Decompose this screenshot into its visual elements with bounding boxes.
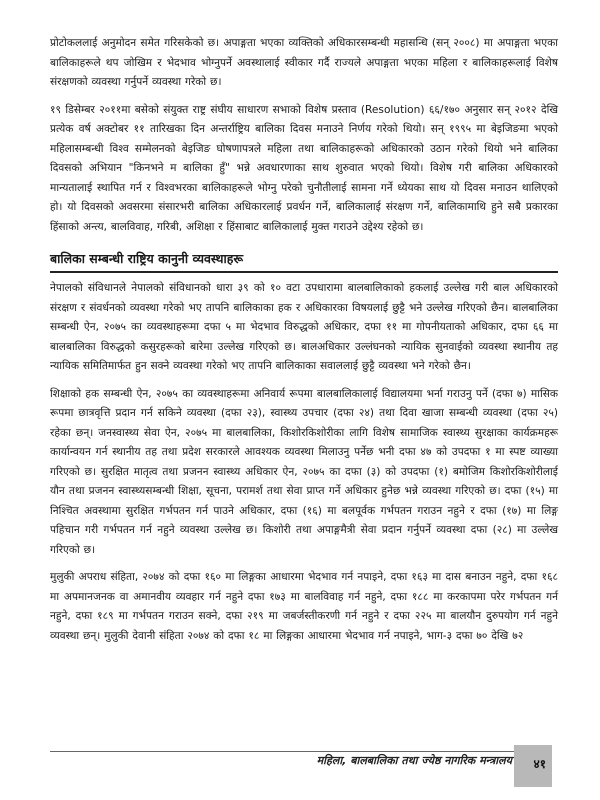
paragraph-education-act: शिक्षाको हक सम्बन्धी ऐन, २०७५ का व्यवस्थाहरूमा अनिवार्य रूपमा बालबालिकालाई विद्यालयमा भर्ना गराउनु पर्ने (दफा ७) मासिक रूपमा छात्रवृत्ति प्रदान गर्न सकिने व्यवस्था (दफा २३), स्वास्थ्य उपचार (दफा २४) तथा दिवा खाजा सम्बन्धी व्यवस्था (दफा २५) रहेका छन्। जनस्वास्थ्य सेवा ऐन, २०७५ मा बालबालिका, किशोरकिशोरीका लागि विशेष सामाजिक स्वास्थ्य सुरक्षाका कार्यक्रमहरू कार्यान्वयन गर्न स्थानीय तह तथा प्रदेश सरकारले आवश्यक व्यवस्था मिलाउनु पर्नेछ भनी दफा ४७ को उपदफा १ मा स्पष्ट व्याख्या गरिएको छ। सुरक्षित मातृत्व तथा प्रजनन स्वास्थ्य अधिकार ऐन, २०७५ का दफा (३) को उपदफा (१) बमोजिम किशोरकिशोरीलाई यौन तथा प्रजनन स्वास्थ्यसम्बन्धी शिक्षा, सूचना, परामर्श तथा सेवा प्राप्त गर्ने अधिकार हुनेछ भन्ने व्यवस्था गरिएको छ। दफा (१५) मा निश्चित अवस्थामा सुरक्षित गर्भपतन गर्न पाउने अधिकार, दफा (१६) मा बलपूर्वक गर्भपतन गराउन नहुने र दफा (१७) मा लिङ्ग पहिचान गरी गर्भपतन गर्न नहुने व्यवस्था उल्लेख छ। किशोरी तथा अपाङ्गमैत्री सेवा प्रदान गर्नुपर्ने व्यवस्था दफा (२८) मा उल्लेख गरिएको छ। bbox=[50, 387, 558, 556]
footer-ministry-title: महिला, बालबालिका तथा ज्येष्ठ नागरिक मन्त्रालय bbox=[316, 754, 512, 767]
paragraph-constitution: नेपालको संविधानले नेपालको संविधानको धारा ३९ को १० वटा उपधारामा बालबालिकाको हकलाई उल्लेख गरी बाल अधिकारको संरक्षण र संवर्धनको व्यवस्था गरेको भए तापनि बालिकाका हक र अधिकारका विषयलाई छुट्टै भने उल्लेख गरिएको छैन। बालबालिका सम्बन्धी ऐन, २०७५ का व्यवस्थाहरूमा दफा ५ मा भेदभाव विरुद्धको अधिकार, दफा ११ मा गोपनीयताको अधिकार, दफा ६६ मा बालबालिका विरुद्धको कसुरहरूको बारेमा उल्लेख गरिएको छ। बालअधिकार उल्लंघनको न्यायिक सुनवाईको व्यवस्था स्थानीय तह न्यायिक समितिमार्फत हुन सक्ने व्यवस्था गरेको भए तापनि बालिकाका सवाललाई छुट्टै व्यवस्था भने गरेको छैन। bbox=[50, 282, 558, 372]
page-number: ४१ bbox=[533, 757, 546, 771]
page-content bbox=[50, 34, 558, 654]
paragraph-girl-child-day: १९ डिसेम्बर २०११मा बसेको संयुक्त राष्ट्र संघीय साधारण सभाको विशेष प्रस्ताव (Resolution) ६६/१७० अनुसार सन् २०१२ देखि प्रत्येक वर्ष अक्टोबर ११ तारिखका दिन अन्तर्राष्ट्रिय बालिका दिवस मनाउने निर्णय गरेको थियो। सन् १९९५ मा बेइजिङमा भएको महिलासम्बन्धी विश्व सम्मेलनको बेइजिङ घोषणापत्रले महिला तथा बालिकाहरूको अधिकारको उठान गरेको थियो भने बालिका दिवसको अभियान "किनभने म बालिका हुँ" भन्ने अवधारणाका साथ शुरुवात भएको थियो। विशेष गरी बालिका अधिकारको मान्यतालाई स्थापित गर्न र विश्वभरका बालिकाहरूले भोग्नु परेको चुनौतीलाई सामना गर्ने ध्येयका साथ यो दिवस मनाउन थालिएको हो। यो दिवसको अवसरमा संसारभरी बालिका अधिकारलाई प्रवर्धन गर्ने, बालिकालाई संरक्षण गर्ने, बालिकामाथि हुने सबै प्रकारका हिंसाको अन्त्य, बालविवाह, गरिबी, अशिक्षा र हिंसाबाट बालिकालाई मुक्त गराउने उद्देश्य रहेको छ। bbox=[50, 103, 558, 233]
heading-underline bbox=[50, 271, 558, 273]
section-heading: बालिका सम्बन्धी राष्ट्रिय कानुनी व्यवस्थाहरू bbox=[50, 251, 244, 266]
paragraph-convention: प्रोटोकललाई अनुमोदन समेत गरिसकेको छ। अपाङ्गता भएका व्यक्तिको अधिकारसम्बन्धी महासन्धि (सन् २००८) मा अपाङ्गता भएका बालिकाहरूले थप जोखिम र भेदभाव भोग्नुपर्ने अवस्थालाई स्वीकार गर्दै राज्यले अपाङ्गता भएका महिला र बालिकाहरूलाई विशेष संरक्षणको व्यवस्था गर्नुपर्ने व्यवस्था गरेको छ। bbox=[50, 37, 558, 88]
page-footer bbox=[0, 745, 600, 787]
paragraph-criminal-code: मुलुकी अपराध संहिता, २०७४ को दफा १६० मा लिङ्गका आधारमा भेदभाव गर्न नपाइने, दफा १६३ मा दास बनाउन नहुने, दफा १६८ मा अपमानजनक वा अमानवीय व्यवहार गर्न नहुने दफा १७३ मा बालविवाह गर्न नहुने, दफा १८८ मा करकापमा परेर गर्भपतन गर्न नहुने, दफा १८९ मा गर्भपतन गराउन सक्ने, दफा २१९ मा जबर्जस्तीकरणी गर्न नहुने र दफा २२५ मा बालयौन दुरुपयोग गर्न नहुने व्यवस्था छन्। मुलुकी देवानी संहिता २०७४ को दफा १८ मा लिङ्गका आधारमा भेदभाव गर्न नपाइने, भाग-३ दफा ७० देखि ७२ bbox=[50, 571, 558, 642]
footer-rule bbox=[50, 751, 552, 752]
